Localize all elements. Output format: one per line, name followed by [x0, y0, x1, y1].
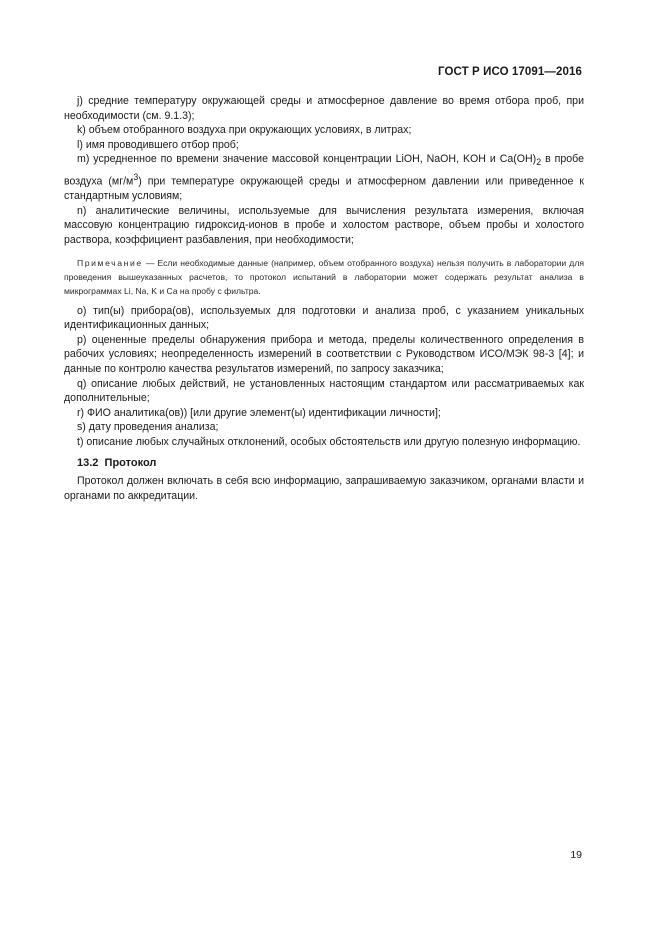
list-item-m-after: ) при температуре окружающей среды и атмосферном давлении или приведенное к стандартным условиям; — [64, 175, 584, 203]
list-item-s: s) дату проведения анализа; — [77, 421, 219, 434]
section-heading — [64, 456, 584, 471]
list-item-l: l) имя проводившего отбор проб; — [77, 138, 239, 151]
list-item-n: n) аналитические величины, используемые для вычисления результата измерения, включая массовую концентрацию гидроксид-ионов в пробе и холостом растворе, объем пробы и холостого раствора, коэффициент разбавления, при необходимости; — [64, 204, 584, 246]
section-body: Протокол должен включать в себя всю информацию, запрашиваемую заказчиком, органами власти и органами по аккредитации. — [64, 475, 584, 502]
note-text: — Если необходимые данные (например, объем отобранного воздуха) нельзя получить в лаборатории для проведения вышеуказанных расчетов, то протокол испытаний в лаборатории может содержать результат анализа в микрограммах Li, Na, K и Ca на пробу с фильтра. — [64, 257, 584, 296]
list-item-m-mid: в пробе воздуха (мг/м — [64, 153, 584, 188]
list-item-t: t) описание любых случайных отклонений, особых обстоятельств или другую полезную информацию. — [77, 435, 581, 448]
list-item-q: q) описание любых действий, не установленных настоящим стандартом или рассматриваемых как дополнительные; — [64, 377, 584, 405]
document-body — [64, 94, 584, 503]
note-label: Примечание — [77, 257, 143, 268]
list-item-m — [64, 152, 584, 203]
list-item-j: j) средние температуру окружающей среды и атмосферное давление во время отбора проб, при необходимости (см. 9.1.3); — [64, 95, 584, 122]
section-number: 13.2 — [77, 456, 99, 469]
page-number: 19 — [570, 849, 582, 861]
document-header: ГОСТ Р ИСО 17091—2016 — [437, 66, 582, 78]
section-title: Протокол — [104, 456, 157, 469]
list-item-r: r) ФИО аналитика(ов)) [или другие элемент(ы) идентификации личности]; — [77, 406, 441, 419]
note — [64, 256, 584, 298]
list-item-k: k) объем отобранного воздуха при окружающих условиях, в литрах; — [77, 124, 412, 137]
list-item-p: p) оцененные пределы обнаружения прибора и метода, пределы количественного определения в рабочих условиях; неопределенность измерений в соответствии с Руководством ИСО/МЭК 98-3 [4]; и данные по контролю качества результатов измерений, по запросу заказчика; — [64, 333, 584, 375]
list-item-o: o) тип(ы) прибора(ов), используемых для подготовки и анализа проб, с указанием уникальных идентификационных данных; — [64, 304, 584, 332]
list-item-m-before: m) усредненное по времени значение массовой концентрации LiOH, NaOH, KOH и Ca(OH) — [77, 153, 537, 166]
list-item-m-sub: 2 — [536, 157, 542, 168]
list-item-m-sup: 3 — [133, 172, 139, 183]
